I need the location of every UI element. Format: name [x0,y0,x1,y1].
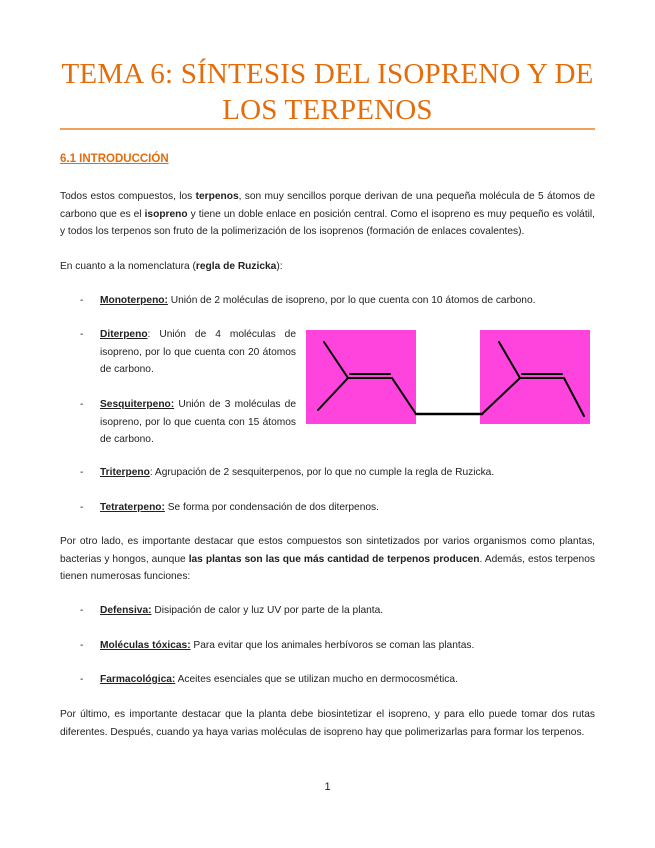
list-bullet: - [80,674,84,685]
title-line-1: TEMA 6: SÍNTESIS DEL ISOPRENO Y DE [61,58,594,90]
list-item-farmacologica: Farmacológica: Aceites esenciales que se utilizan mucho en dermocosmética. [100,674,458,685]
list-item-diterpeno: Diterpeno: Unión de 4 moléculas de isopreno, por lo que cuenta con 20 átomos de carbono. [100,329,296,376]
paragraph-intro: Todos estos compuestos, los terpenos, son muy sencillos porque derivan de una pequeña molécula de 5 átomos de carbono que es el isopreno y tiene un doble enlace en posición central. Como el isopreno es muy pequeño es volátil, y todos los terpenos son fruto de la polimerización de los isoprenos (formación de enlaces covalentes). [60,191,596,238]
list-bullet: - [80,399,84,410]
paragraph-nomenclature: En cuanto a la nomenclatura (regla de Ruzicka): [60,261,283,272]
paragraph-organisms: Por otro lado, es importante destacar que estos compuestos son sintetizados por varios organismos como plantas, bacterias y hongos, aunque las plantas son las que más cantidad de terpenos producen. Además, estos terpenos tienen numerosas funciones: [60,536,595,583]
list-bullet: - [80,502,84,513]
page-number: 1 [324,781,331,793]
list-item-tetraterpeno: Tetraterpeno: Se forma por condensación de dos diterpenos. [100,502,379,513]
list-item-triterpeno: Triterpeno: Agrupación de 2 sesquiterpenos, por lo que no cumple la regla de Ruzicka. [100,467,495,478]
list-item-defensiva: Defensiva: Disipación de calor y luz UV por parte de la planta. [100,605,384,616]
page-title [60,56,595,128]
paragraph-conclusion: Por último, es importante destacar que la planta debe biosintetizar el isopreno, y para ello puede tomar dos rutas diferentes. Después, cuando ya haya varias moléculas de isopreno hay que polimerizarlas para formar los terpenos. [60,709,595,738]
list-bullet: - [80,295,84,306]
isoprene-dimer-figure [306,330,596,426]
list-item-monoterpeno: Monoterpeno: Unión de 2 moléculas de isopreno, por lo que cuenta con 10 átomos de carbono. [100,295,536,306]
section-heading: 6.1 INTRODUCCIÓN [60,153,169,165]
list-bullet: - [80,467,84,478]
title-divider [60,128,595,130]
list-item-sesquiterpeno: Sesquiterpeno: Unión de 3 moléculas de isopreno, por lo que cuenta con 15 átomos de carbono. [100,399,296,446]
title-line-2: LOS TERPENOS [222,94,433,126]
list-item-moleculas-toxicas: Moléculas tóxicas: Para evitar que los animales herbívoros se coman las plantas. [100,640,475,651]
list-bullet: - [80,605,84,616]
list-bullet: - [80,640,84,651]
list-bullet: - [80,329,84,340]
